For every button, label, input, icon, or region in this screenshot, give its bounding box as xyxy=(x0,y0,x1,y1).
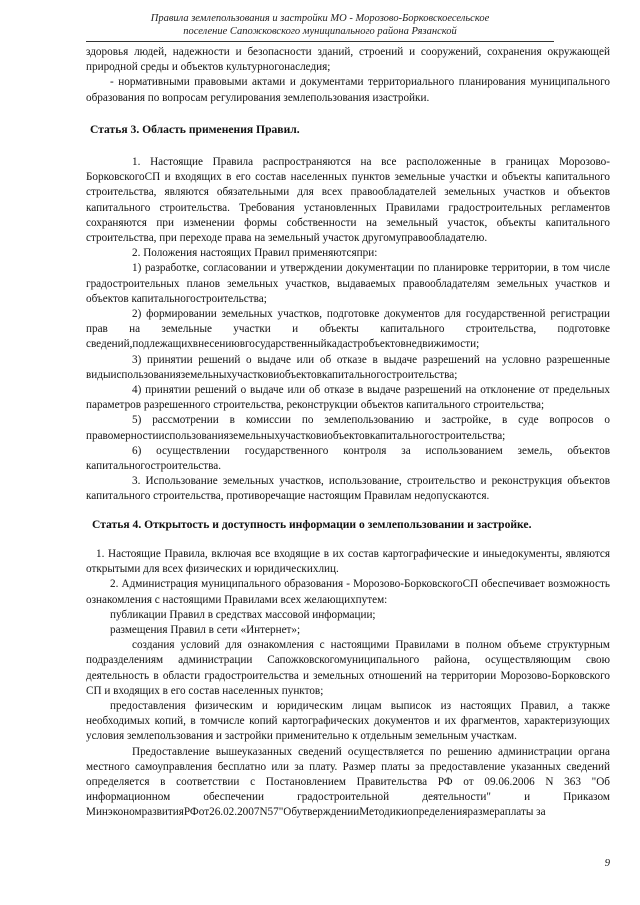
paragraph: создания условий для ознакомления с настоящими Правилами в полном объеме структурным подразделениям администрации Сапожковскогомуниципального района, осуществляющим свою деятельность в области градостроительства и земельных отношений на территории Морозово-Борковского СП и входящих в его состав населенных пунктов; xyxy=(86,639,610,697)
article-heading: Статья 3. Область применения Правил. xyxy=(90,122,300,136)
paragraph: публикации Правил в средствах массовой информации; xyxy=(110,608,376,621)
article-heading: Статья 4. Открытость и доступность информации о землепользовании и застройке. xyxy=(92,517,532,531)
paragraph: 1) разработке, согласовании и утверждении документации по планировке территории, в том числе градостроительных планов земельных участков, выдаваемых правообладателям земельных участков и объектов капитальногостроительства; xyxy=(86,262,610,305)
paragraph: 2. Администрация муниципального образования - Морозово-БорковскогоСП обеспечивает возможность ознакомления с настоящими Правилами всех желающихпутем: xyxy=(86,578,610,606)
paragraph: 5) рассмотрении в комиссии по землепользованию и застройке, в суде вопросов о правомерностииспользованияземельныхучастковиобъектовкапитальногостроительства; xyxy=(86,414,610,442)
paragraph: предоставления физическим и юридическим лицам выписок из настоящих Правил, а также необходимых копий, в томчисле копий картографических документов и их фрагментов, характеризующих условия землепользования и застройки применительно к отдельным земельным участкам. xyxy=(86,699,610,743)
header-line-1: Правила землепользования и застройки МО - Морозово-Борковскоесельское xyxy=(150,13,490,24)
paragraph: 2. Положения настоящих Правил применяютсяпри: xyxy=(132,247,378,260)
document-body xyxy=(86,45,610,821)
paragraph: здоровья людей, надежности и безопасности зданий, строений и сооружений, сохранения окружающей природной среды и объектов культурногонаследия; xyxy=(86,46,610,74)
paragraph: размещения Правил в сети «Интернет»; xyxy=(110,623,301,636)
paragraph: 1. Настоящие Правила распространяются на все расположенные в границах Морозово-БорковскогоСП и входящих в его состав населенных пунктов земельные участки и объекты капитального строительства, являются обязательными для всех правообладателей земельных участков и объектов капитального строительства. Требования установленных Правилами градостроительных регламентов сохраняются при изменении формы собственности на земельный участок, объекты капитального строительства, при переходе права на земельный участок другомуправообладателю. xyxy=(86,156,610,245)
paragraph: 3. Использование земельных участков, использование, строительство и реконструкция объектов капитального строительства, противоречащие настоящим Правилам недопускаются. xyxy=(86,475,610,503)
paragraph: 1. Настоящие Правила, включая все входящие в их состав картографические и иныедокументы, являются открытыми для всех физических и юридическихлиц. xyxy=(86,547,610,576)
paragraph: - нормативными правовыми актами и документами территориального планирования муниципального образования по вопросам регулирования землепользования изастройки. xyxy=(86,76,610,104)
paragraph: 3) принятии решений о выдаче или об отказе в выдаче разрешений на условно разрешенные видыиспользованияземельныхучастковиобъектовкапитальногостроительства; xyxy=(86,353,610,381)
paragraph: 4) принятии решений о выдаче или об отказе в выдаче разрешений на отклонение от предельных параметров разрешенного строительства, реконструкции объектов капитального строительства; xyxy=(86,384,610,412)
paragraph: 2) формировании земельных участков, подготовке документов для государственной регистрации прав на земельные участки и объекты капитального строительства, подготовке сведений,подлежащихвнесениювгосударственныйкадастробъектовнедвижимости; xyxy=(86,308,610,351)
header-line-2: поселение Сапожковского муниципального района Рязанской xyxy=(183,26,457,37)
page-number: 9 xyxy=(604,858,610,869)
paragraph: Предоставление вышеуказанных сведений осуществляется по решению администрации органа местного самоуправления бесплатно или за плату. Размер платы за предоставление указанных сведений определяется в соответствии с Постановлением Правительства РФ от 09.06.2006 N 363 "Об информационном обеспечении градостроительной деятельности" и Приказом МинэкономразвитияРФот26.02.2007N57"ОбутвержденииМетодикиопределенияразмераплаты за xyxy=(86,745,610,819)
header-rule xyxy=(86,41,554,42)
running-header xyxy=(0,12,640,38)
paragraph: 6) осуществлении государственного контроля за использованием земель, объектов капитальногостроительства. xyxy=(86,444,610,473)
